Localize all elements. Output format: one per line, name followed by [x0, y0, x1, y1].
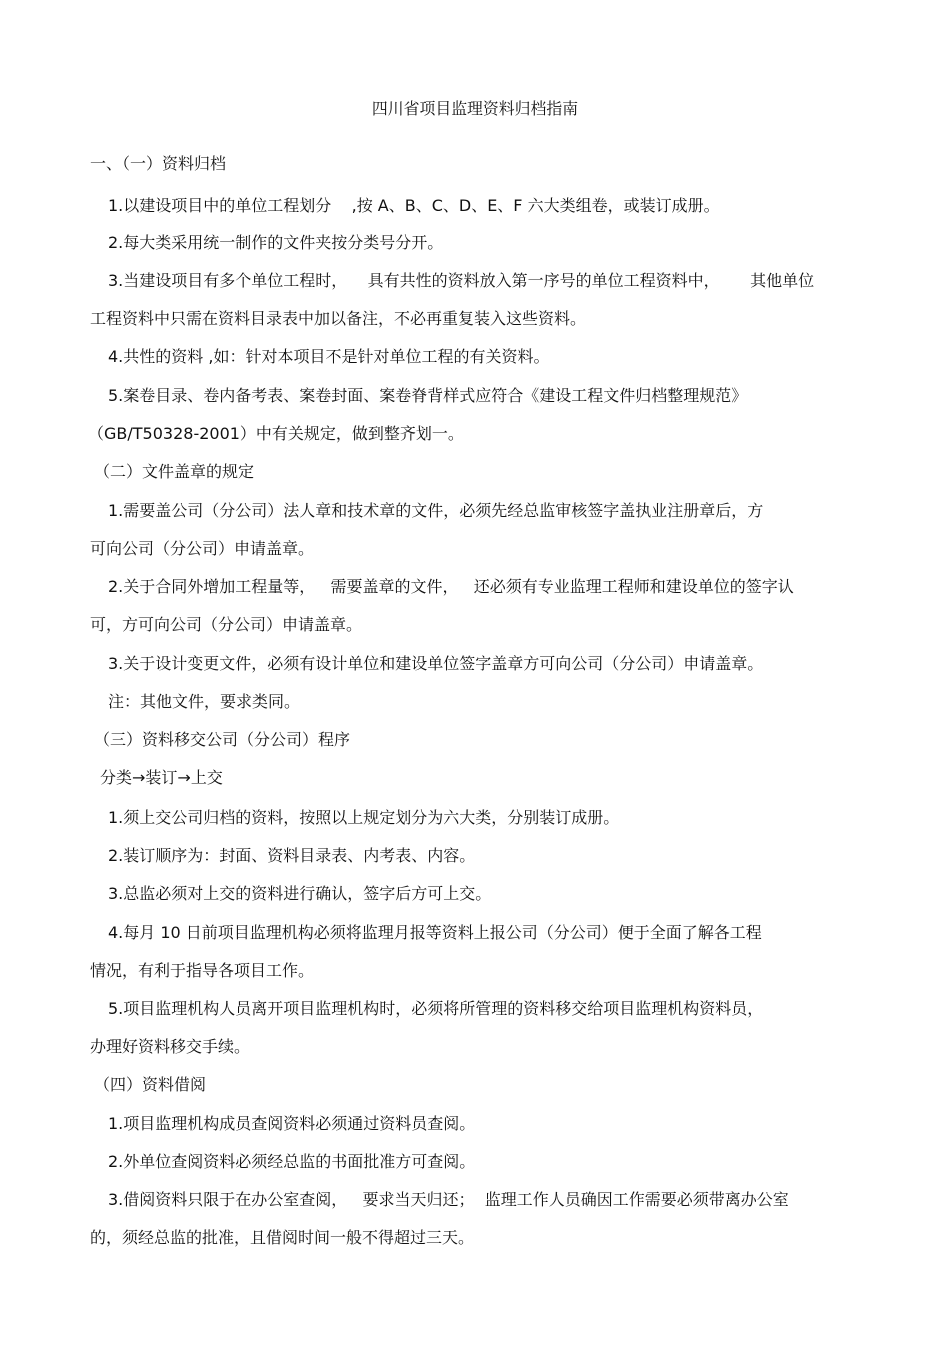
- paragraph-line: 5.项目监理机构人员离开项目监理机构时，必须将所管理的资料移交给项目监理机构资料员，: [108, 999, 764, 1018]
- paragraph-line: 3.关于设计变更文件，必须有设计单位和建设单位签字盖章方可向公司（分公司）申请盖章。: [108, 654, 764, 673]
- section-heading: 一、（一）资料归档: [90, 154, 227, 173]
- paragraph-line: 可向公司（分公司）申请盖章。: [90, 539, 315, 558]
- paragraph-line: 3.当建设项目有多个单位工程时， 具有共性的资料放入第一序号的单位工程资料中， 其他单位: [108, 271, 815, 290]
- paragraph-line: 1.以建设项目中的单位工程划分 ,按 A、B、C、D、E、F 六大类组卷，或装订成册。: [108, 196, 720, 215]
- paragraph-line: （GB/T50328-2001）中有关规定，做到整齐划一。: [88, 424, 464, 443]
- paragraph-line: 4.每月 10 日前项目监理机构必须将监理月报等资料上报公司（分公司）便于全面了解各工程: [108, 923, 762, 942]
- paragraph-line: 1.项目监理机构成员查阅资料必须通过资料员查阅。: [108, 1114, 476, 1133]
- paragraph-line: 5.案卷目录、卷内备考表、案卷封面、案卷脊背样式应符合《建设工程文件归档整理规范》: [108, 386, 748, 405]
- paragraph-line: 可，方可向公司（分公司）申请盖章。: [90, 615, 363, 634]
- paragraph-line: 办理好资料移交手续。: [90, 1037, 251, 1056]
- paragraph-line: 工程资料中只需在资料目录表中加以备注，不必再重复装入这些资料。: [90, 309, 587, 328]
- paragraph-line: 3.总监必须对上交的资料进行确认，签字后方可上交。: [108, 884, 492, 903]
- paragraph-line: 1.须上交公司归档的资料，按照以上规定划分为六大类，分别装订成册。: [108, 808, 620, 827]
- section-heading: （三）资料移交公司（分公司）程序: [94, 730, 351, 749]
- section-heading: （二）文件盖章的规定: [94, 462, 255, 481]
- paragraph-line: 2.每大类采用统一制作的文件夹按分类号分开。: [108, 233, 444, 252]
- note-line: 注：其他文件，要求类同。: [108, 692, 301, 711]
- document-title: 四川省项目监理资料归档指南: [371, 99, 579, 118]
- paragraph-line: 情况，有利于指导各项目工作。: [90, 961, 315, 980]
- paragraph-line: 1.需要盖公司（分公司）法人章和技术章的文件，必须先经总监审核签字盖执业注册章后，方: [108, 501, 764, 520]
- paragraph-line: 的，须经总监的批准，且借阅时间一般不得超过三天。: [90, 1228, 475, 1247]
- paragraph-line: 2.装订顺序为：封面、资料目录表、内考表、内容。: [108, 846, 476, 865]
- paragraph-line: 3.借阅资料只限于在办公室查阅， 要求当天归还； 监理工作人员确因工作需要必须带离办公室: [108, 1190, 789, 1209]
- procedure-flow: 分类→装订→上交: [100, 768, 223, 787]
- section-heading: （四）资料借阅: [94, 1075, 207, 1094]
- paragraph-line: 4.共性的资料 ,如：针对本项目不是针对单位工程的有关资料。: [108, 347, 550, 366]
- paragraph-line: 2.关于合同外增加工程量等， 需要盖章的文件， 还必须有专业监理工程师和建设单位的签字认: [108, 577, 794, 596]
- paragraph-line: 2.外单位查阅资料必须经总监的书面批准方可查阅。: [108, 1152, 476, 1171]
